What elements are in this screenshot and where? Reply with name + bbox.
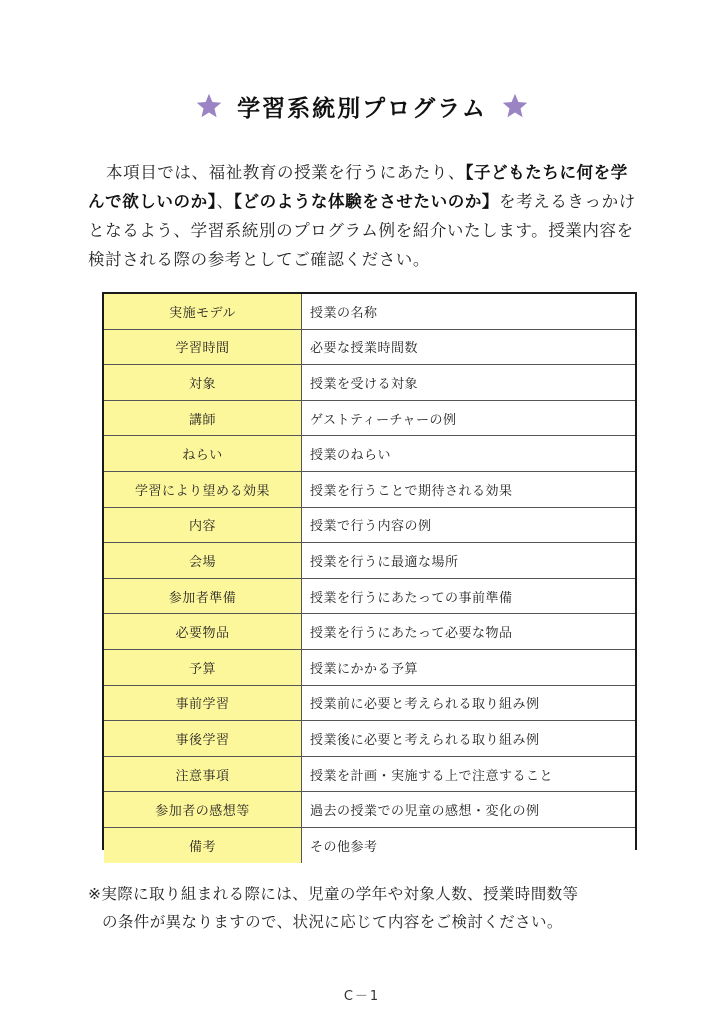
intro-paragraph [88, 158, 640, 274]
table-row [104, 721, 635, 757]
star-icon [195, 92, 223, 120]
row-value: 授業を行うにあたって必要な物品 [302, 614, 636, 650]
star-icon [501, 92, 529, 120]
table-row [104, 294, 635, 329]
table-row [104, 614, 635, 650]
table-row [104, 649, 635, 685]
row-value: 授業のねらい [302, 436, 636, 472]
row-label: 学習時間 [104, 329, 302, 365]
row-label: 事後学習 [104, 721, 302, 757]
intro-text: 、 [216, 192, 234, 211]
table-row [104, 365, 635, 401]
row-label: 必要物品 [104, 614, 302, 650]
row-value: 授業にかかる予算 [302, 649, 636, 685]
table-row [104, 827, 635, 862]
note-line: ※実際に取り組まれる際には、児童の学年や対象人数、授業時間数等 [88, 885, 579, 903]
row-value: 授業を計画・実施する上で注意すること [302, 756, 636, 792]
table-row [104, 756, 635, 792]
table-row [104, 543, 635, 579]
row-label: 備考 [104, 827, 302, 862]
row-value: 授業の名称 [302, 294, 636, 329]
page-title: 学習系統別プログラム [237, 95, 487, 122]
intro-text: を考えるきっかけとなるよう、学習系統別のプログラム例を紹介いたします。授業内容を検討される際の参考としてご確認ください。 [88, 192, 636, 269]
row-value: 授業後に必要と考えられる取り組み例 [302, 721, 636, 757]
row-value: 授業を行うに最適な場所 [302, 543, 636, 579]
row-label: 学習により望める効果 [104, 471, 302, 507]
row-value: 授業を行うことで期待される効果 [302, 471, 636, 507]
intro-emphasis: 【どのような体験をさせたいのか】 [233, 192, 500, 211]
note [88, 880, 648, 936]
row-label: 実施モデル [104, 294, 302, 329]
row-value: 授業前に必要と考えられる取り組み例 [302, 685, 636, 721]
table-row [104, 578, 635, 614]
page-number: C－1 [343, 989, 381, 1004]
table-row [104, 507, 635, 543]
note-line: の条件が異なりますので、状況に応じて内容をご検討ください。 [102, 913, 563, 931]
row-value: 必要な授業時間数 [302, 329, 636, 365]
row-value: その他参考 [302, 827, 636, 862]
table-row [104, 792, 635, 828]
row-label: 対象 [104, 365, 302, 401]
page-title-row [0, 86, 724, 126]
intro-text: 本項目では、福祉教育の授業を行うにあたり、 [106, 163, 466, 182]
row-label: 会場 [104, 543, 302, 579]
row-value: 授業を行うにあたっての事前準備 [302, 578, 636, 614]
table-row [104, 471, 635, 507]
row-label: ねらい [104, 436, 302, 472]
row-label: 参加者の感想等 [104, 792, 302, 828]
row-label: 予算 [104, 649, 302, 685]
row-label: 講師 [104, 400, 302, 436]
program-table [102, 292, 637, 855]
row-label: 参加者準備 [104, 578, 302, 614]
table-row [104, 329, 635, 365]
table-row [104, 400, 635, 436]
row-value: ゲストティーチャーの例 [302, 400, 636, 436]
row-label: 事前学習 [104, 685, 302, 721]
row-value: 授業を受ける対象 [302, 365, 636, 401]
row-label: 内容 [104, 507, 302, 543]
row-value: 授業で行う内容の例 [302, 507, 636, 543]
table-row [104, 436, 635, 472]
row-label: 注意事項 [104, 756, 302, 792]
table-row [104, 685, 635, 721]
row-value: 過去の授業での児童の感想・変化の例 [302, 792, 636, 828]
intro-emphasis: 【子どもたちに何を学んで欲しいのか】 [88, 163, 628, 211]
